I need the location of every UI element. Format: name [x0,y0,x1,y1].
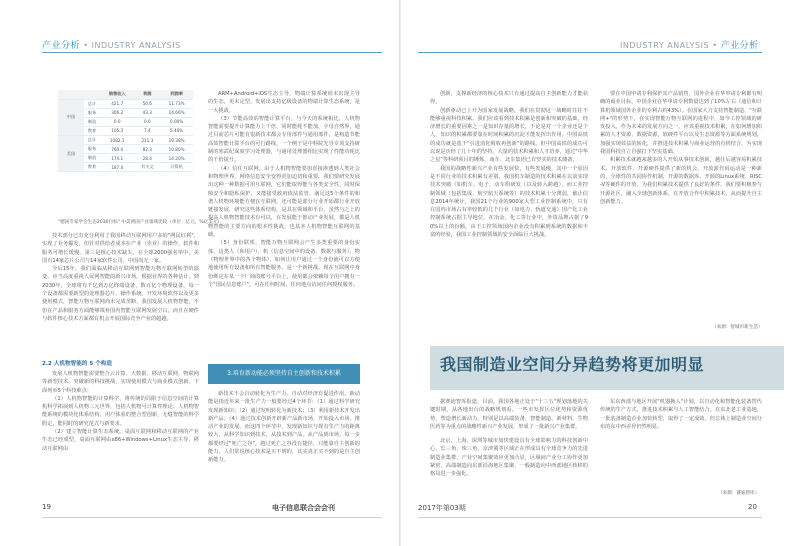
table-cell: 0.0 [134,117,160,126]
page-gutter [399,0,401,546]
comparison-table [58,90,193,172]
table-cell: 306.2 [100,108,134,117]
header-right-cn: 产业分析 [720,41,759,51]
table-group-label: 中国 [58,99,84,135]
footer-rule-left [42,517,382,518]
paragraph: 技术部分已有充分利用了我国移动互联网用户多的"网民红利"，实现了业务爆发。但针对供给者成本在产业（企业）的操作，软件和服务可增长缓慢。第三是核心技术缺失，在全球2000强名单中，美国有14家芯片公司与14家软件公司，中国尚无一家。 [42,233,199,264]
footer-rule-right [418,517,762,518]
table-cell: 制造 [84,117,100,126]
paragraph: 东东西部与地区开展"机器换人"计划，以自动化和智能化装备替代传统的生产方式，推进技术积累与人工智能结合。在东北老工业基地，一批装备制造企业加快转型，取得了一定成效，但总体上制造业空间分布的东中西差异仍然明显。 [600,399,762,430]
left-col1-text [42,232,199,356]
section-banner: 3.培育新动能必须坚持自主创新和技术积累 [208,364,360,384]
table-cell: 10.80% [160,145,193,154]
table-cell: 50.6 [134,99,160,108]
paragraph: 要在中国申请专利保护其产品销售。国外企业在华申请专利都有明确的商业目标，中国企业在华申请专利数量达到了10%左右（通信和计算机领域国外企业的专利占约43%）。在国家大力支持智能制造、"互联网+"的形势下，在实现智能万物互联网的进程中，如今工控领域的研发投入，作为未来的发展方向之一，应该重视技术积累，在如何增加积累的人才资源、数据资源，软硬件平台以及生态资源等方面系统规划，加强实现效益的转化，并推进技术积累与商业运营的有机结合，为实现我国科技自立自强打下坚实基础。 [600,91,762,156]
table-header-cell [58,90,84,99]
table-header-cell: 利润 [134,90,160,99]
paragraph: 我国的战略性新兴产业有些发展快，有些发展慢，其中一个原因是不同行业的技术积累有差别。我国机车制造的技术积累在以前实现技术突破（如机车、电子、动车组研发（以及转入跨越），而工业控制领域（包括集成、航空航天系统等）的技术积累十分薄弱，截止信息2014年统计，我国21个行业的900家大型工业控制系统中，只有在国内市场占有率较低的几个行业（如电力、轨道交通）国产化工业控制系统占据主导地位，在冶金、化工等行业中，外资品牌占据了90%以上的份额。由于工控领域国内企业没有积累到系统的数据和丰富的经验，我国工业控制领域的安全面临巨大挑战。 [430,165,588,239]
table-cell: 11.73% [160,99,193,108]
paragraph: 创新，支撑新经济的核心技术只有通过提高自主创新能力才能获得。 [430,91,588,106]
paragraph: 北京、上海、深圳等城市加快建设具有全球影响力的科技创新中心，长三角、珠三角、京津冀等区域正在形成具有全球竞争力的先进制造业集群，产业空间集聚效应更加凸显，区域间产业分工协作更加紧密，高端制造向东部沿海地区集聚、一般制造向中西部地区转移的格局进一步强化。 [430,438,588,478]
table-cell: 43.3 [134,108,160,117]
table-cell: 教育 [84,126,100,135]
header-rule-left [42,52,382,53]
header-left-cn: 产业分析 [42,41,81,51]
table-cell: 174.1 [100,154,134,163]
table-caption: "德国专家学会生态2030目标" 中美两国产业领域比较（单位：亿元，%亿美元） [58,220,223,225]
right-col4-text [600,90,762,318]
paragraph: （4）信任互联网。由于人机物智能要加直接渗透到人类社会和物理世界，网络信息安全变得更加迫切和重要。我们要研究发展出这种一种数据可用互联网，它们能取得能与各类安全性，同时保障安全和隐私保护，又能接受政府依法监管。满足这5个条件的和谐人机物环境能方便在互联网，还可能是部分行业开始都行业开放链接发展，研究这些体系结构，是其在领域和平台，虽然与之上的提高人机物智能技术有可以，在发展能于推动产业发展，都是人机物智能的主要方向的根本性挑战，也基本人机物智能互联网的基础。 [208,165,360,239]
paragraph: 据赛迪智库报道，目前，我国各地正处于"十三五"规划落地的关键时期，从各地出台的战略规划看，一些市发挥区位优势和资源优势，塑造增长新动力，特别是以高端装备、智能制造、新材料、生物医药等为重点的战略性新兴产业发展，形成了一批新兴产业集群。 [430,399,588,430]
left-running-header: 产业分析 • INDUSTRY ANALYSIS [42,41,181,51]
table-cell: 82.3 [134,145,160,154]
table-cell: 14.20% [160,154,193,163]
table-cell: 19.38% [160,135,193,144]
left-col2-text [208,90,360,358]
table-cell: 计算机 [160,163,193,172]
header-right-en: INDUSTRY ANALYSIS [620,41,710,50]
table-cell: 总计 [84,135,100,144]
table-cell: 服务 [84,145,100,154]
table-cell: 187.4 [100,163,134,172]
table-cell: 5.40% [160,126,193,135]
table-cell: 教育 [84,163,100,172]
table-cell: 105.3 [100,126,134,135]
table-header-cell: 销售收入 [100,90,134,99]
table-cell: 28.4 [134,154,160,163]
page-number-right: 20 [748,503,757,511]
paragraph: 积累技术就越来越多的人开始从事技术创新，越往后越容易积累技术。开放软件、开源硬件提供了新的机会。开放源代码运动是一种新的、全球性的共同协作机制，开源的数据库、开源的Linux系统、RISC-V等硬件的开放，为我们积累技术提供了良好的条件。我们要积极参与开源社区，融入全球创新体系，在开放合作中积累技术，从而提升自主创新能力。 [600,157,762,205]
paragraph: （2）建立智能计算生态系统。桌面互联网和移动互联网的产业生态已经成型，桌面互联网由x86+Windows+Linux生态主导，移动互联网由 [42,429,199,452]
article-title: 我国制造业空间分异趋势将更加明显 [440,355,705,374]
table-header-cell [84,90,100,99]
table-cell: 760.0 [100,145,134,154]
table-cell: 0.0 [100,117,134,126]
table-cell: 服务 [84,108,100,117]
table-cell: 14.66% [160,108,193,117]
right-col3-text [430,90,588,338]
paragraph: ARM+Android+iOS生态主导。物端计算系统尚未出现主导的生态，更未定型。发展出支持亿级设备的物端计算生态系统，是一大挑战。 [208,91,360,114]
table-cell: 211.3 [134,135,160,144]
table-cell: 0.00% [160,117,193,126]
table-cell: 总计 [84,99,100,108]
right-col3-text-2 [430,398,588,434]
table-group-label: 美国 [58,135,84,171]
issue-label: 2017年第03期 [418,504,466,512]
magazine-name: 电子信息联合会会刊 [272,504,335,512]
source-note-bottom: （来源：赛迪智库） [718,491,760,496]
table-header-cell: 利润率 [160,90,193,99]
right-col4-text-2 [600,398,762,488]
page-number-left: 19 [42,503,51,511]
source-note-top: （来源：智城市新生活） [712,325,763,330]
left-col2-text-2 [208,390,360,495]
table-cell: 421.7 [100,99,134,108]
paragraph: 新技术不会自动转化为生产力，自动对经济有促进作用。新动能是指近年来一批生产力一般要经过4个环节：（1）通过科学研究发现新知识；（2）通过发明转化为新技术；（3）利用新技术开发出新产品；（4）通过技术创新开辟新产品新市场，开始投入市场，推动产业的发展。而这四个环节中，发现新知识与现有生产力的距离较大，从科学知识到技术，从技术到产品，从产品到市场，每一步都要经过"死亡之谷"。越过死亡之谷没有捷径，只能靠自主创新的能力。人们常说核心技术是买不到的，其实真正买不到的是自主创新能力。 [208,391,360,464]
paragraph: 发展人机物智能需要整合云计算、大数据、移动互联网、物联网等新型技术，突破新的科技挑战，实现使用模式与商业模式创新。下面列举5个科技难点： [42,371,199,394]
table-cell: 1082.1 [100,135,134,144]
paragraph: 今后15年，我们面临从移动互联网到智能万物互联网转型的演变。应当高度重视人民网智能的新兴市场，根据业界的各种估计，到2030年，全球将有千亿到万亿终端设备，数百亿个物理设备。每一个设备都需要新型的处理器芯片、操作系统、开发环境软件以及更多使用模式，智能万物互联网尚未完成垄断，我国发展人机物智能，不但在产品和服务方面能够填补国内智能互联网发展空白，而且在硬件与软件核心技术方面都有机会开展国际竞争产业的超越。 [42,266,199,322]
header-rule-right [418,52,762,53]
table-cell: 有关文 [134,163,160,172]
right-col3-text-3 [430,437,588,495]
paragraph: 创新驱动已上升为国家发展战略，我们在贯彻这一战略时往往不能够重视科技积累。我们应该看到技术积累是创新和突破的基础，经济增长的重要因素之一是知识存量的增长，不论是对一个企业还是个人，知识的积累都要靠在时间积累的沉淀才能发挥出作用。中国高铁的成功就是基于"引进消化吸收再创新"的路线。但中国高铁的成功可以说是历经了几十年的坚持，大量的技术积累和人才培养，通过"中华之星"等科研项目的锤炼，南车、北车集团已有坚实的技术储备。 [430,107,588,164]
header-left-en: INDUSTRY ANALYSIS [91,41,181,50]
paragraph: （1）人机物智能的计算科学，将传统的局限于信息空间的计算机科学拓展到人机物三元世界，包括人机物可计算性理论、人机物智能系统的模块化体系结构、用户体验的整合型创新，无缝智能的科学假定，能同时的研究范式与新要求。 [42,395,199,427]
table-header-row [58,90,193,99]
paragraph: （5）身份联邦。智能万物互联网会产生多类重要的身份实体，这类人（和用户），机（信息空间中的设备、数据与服务），物（物理世界中的各个物体），如何让用户通过一个身份就可以方便地使用所有设备和所有智能服务，是一个新挑战。现在互联网中身份绑定在某一个厂商的账号平台上，使用都会依赖每个用户拥有一个"国民信息账户"，可在任何时间、任何地点访问任何授权服务。 [208,240,360,288]
table-row [58,135,193,144]
table-row [58,99,193,108]
left-col1-text-2 [42,370,199,495]
table-cell: 7.4 [134,126,160,135]
section-subhead: 2.2 人机物智能的 5 个构造 [42,361,112,367]
paragraph: （3）节能高效的智能计算平台。与今天的系统相比，人机物智能需要提升计算能力上千倍，同时能耗不能加，字母自然界，通过目前芯片可能有很新技术都会专用部件与通用部件。是构造节能高效智能计算平台的可行路线，一个例子是中科院先导专项支持研制的寒武纪深度学习处理器，与通用处理器相比实现了性能功耗比的千倍提升。 [208,115,360,164]
right-running-header: INDUSTRY ANALYSIS • 产业分析 [620,41,759,51]
table-cell: 制造 [84,154,100,163]
